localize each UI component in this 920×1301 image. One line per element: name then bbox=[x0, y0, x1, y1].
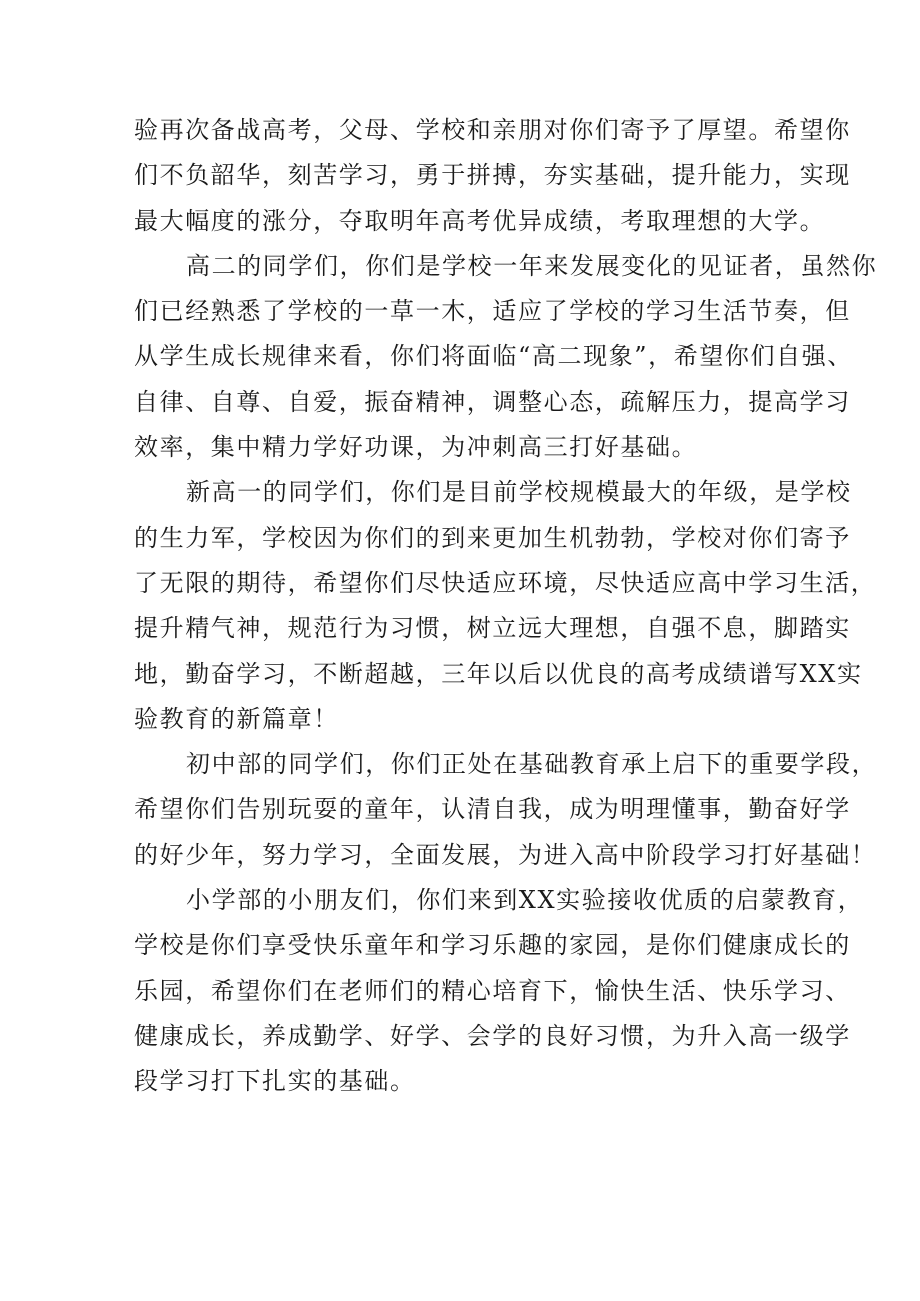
text-line: 地，勤奋学习，不断超越，三年以后以优良的高考成绩谱写XX实 bbox=[134, 659, 863, 688]
text-line: 段学习打下扎实的基础。 bbox=[134, 1067, 416, 1096]
text-line: 的好少年，努力学习，全面发展，为进入高中阶段学习打好基础！ bbox=[134, 840, 877, 869]
text-line: 们已经熟悉了学校的一草一木，适应了学校的学习生活节奏，但 bbox=[134, 297, 851, 326]
text-line: 新高一的同学们，你们是目前学校规模最大的年级，是学校 bbox=[186, 478, 852, 507]
text-line: 自律、自尊、自爱，振奋精神，调整心态，疏解压力，提高学习 bbox=[134, 387, 851, 416]
paragraph-senior-two bbox=[134, 244, 878, 470]
text-line: 初中部的同学们，你们正处在基础教育承上启下的重要学段， bbox=[186, 750, 878, 779]
text-line: 从学生成长规律来看，你们将面临“高二现象”，希望你们自强、 bbox=[134, 342, 853, 371]
paragraph-junior-high bbox=[134, 742, 878, 878]
text-line: 的生力军，学校因为你们的到来更加生机勃勃，学校对你们寄予 bbox=[134, 523, 851, 552]
text-line: 希望你们告别玩耍的童年，认清自我，成为明理懂事，勤奋好学 bbox=[134, 795, 851, 824]
text-line: 效率，集中精力学好功课，为冲刺高三打好基础。 bbox=[134, 433, 698, 462]
paragraph-senior-one bbox=[134, 470, 877, 742]
text-line: 验教育的新篇章！ bbox=[134, 704, 339, 733]
text-line: 学校是你们享受快乐童年和学习乐趣的家园，是你们健康成长的 bbox=[134, 931, 851, 960]
text-line: 们不负韶华，刻苦学习，勇于拼搏，夯实基础，提升能力，实现 bbox=[134, 161, 851, 190]
text-line: 最大幅度的涨分，夺取明年高考优异成绩，考取理想的大学。 bbox=[134, 206, 826, 235]
document-body bbox=[134, 108, 878, 1105]
text-line: 小学部的小朋友们，你们来到XX实验接收优质的启蒙教育， bbox=[186, 886, 864, 915]
paragraph-primary-school bbox=[134, 878, 864, 1104]
text-line: 提升精气神，规范行为习惯，树立远大理想，自强不息，脚踏实 bbox=[134, 614, 851, 643]
text-line: 了无限的期待，希望你们尽快适应环境，尽快适应高中学习生活， bbox=[134, 568, 877, 597]
paragraph-senior-three bbox=[134, 108, 851, 244]
text-line: 乐园，希望你们在老师们的精心培育下，愉快生活、快乐学习、 bbox=[134, 976, 851, 1005]
text-line: 高二的同学们，你们是学校一年来发展变化的见证者，虽然你 bbox=[186, 251, 878, 280]
text-line: 验再次备战高考，父母、学校和亲朋对你们寄予了厚望。希望你 bbox=[134, 116, 851, 144]
text-line: 健康成长，养成勤学、好学、会学的良好习惯，为升入高一级学 bbox=[134, 1021, 851, 1050]
